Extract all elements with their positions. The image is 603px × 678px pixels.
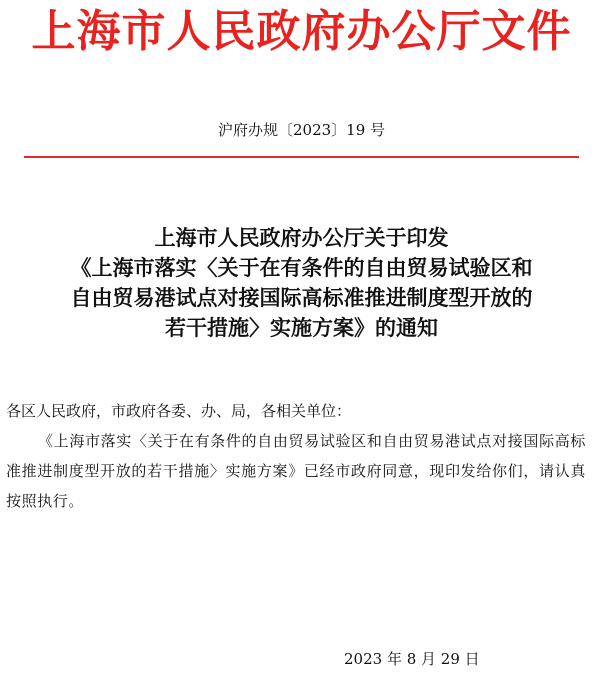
- notice-title-line-2: 《上海市落实〈关于在有条件的自由贸易试验区和: [70, 256, 533, 280]
- document-number: 沪府办规〔2023〕19 号: [217, 121, 386, 139]
- notice-body: [6, 396, 586, 516]
- notice-title: [0, 223, 603, 343]
- body-paragraph: 《上海市落实〈关于在有条件的自由贸易试验区和自由贸易港试点对接国际高标准推进制度型开放的若干措施〉实施方案》已经市政府同意，现印发给你们，请认真按照执行。: [6, 432, 586, 510]
- notice-title-line-1: 上海市人民政府办公厅关于印发: [154, 226, 449, 250]
- red-divider-rule: [24, 156, 579, 158]
- addressee-line: 各区人民政府，市政府各委、办、局，各相关单位：: [6, 402, 352, 420]
- issue-date: 2023 年 8 月 29 日: [344, 650, 480, 668]
- notice-title-line-3: 自由贸易港试点对接国际高标准推进制度型开放的: [70, 286, 533, 310]
- notice-title-line-4: 若干措施〉实施方案》的通知: [165, 316, 438, 340]
- masthead-title: 上海市人民政府办公厅文件: [31, 6, 572, 57]
